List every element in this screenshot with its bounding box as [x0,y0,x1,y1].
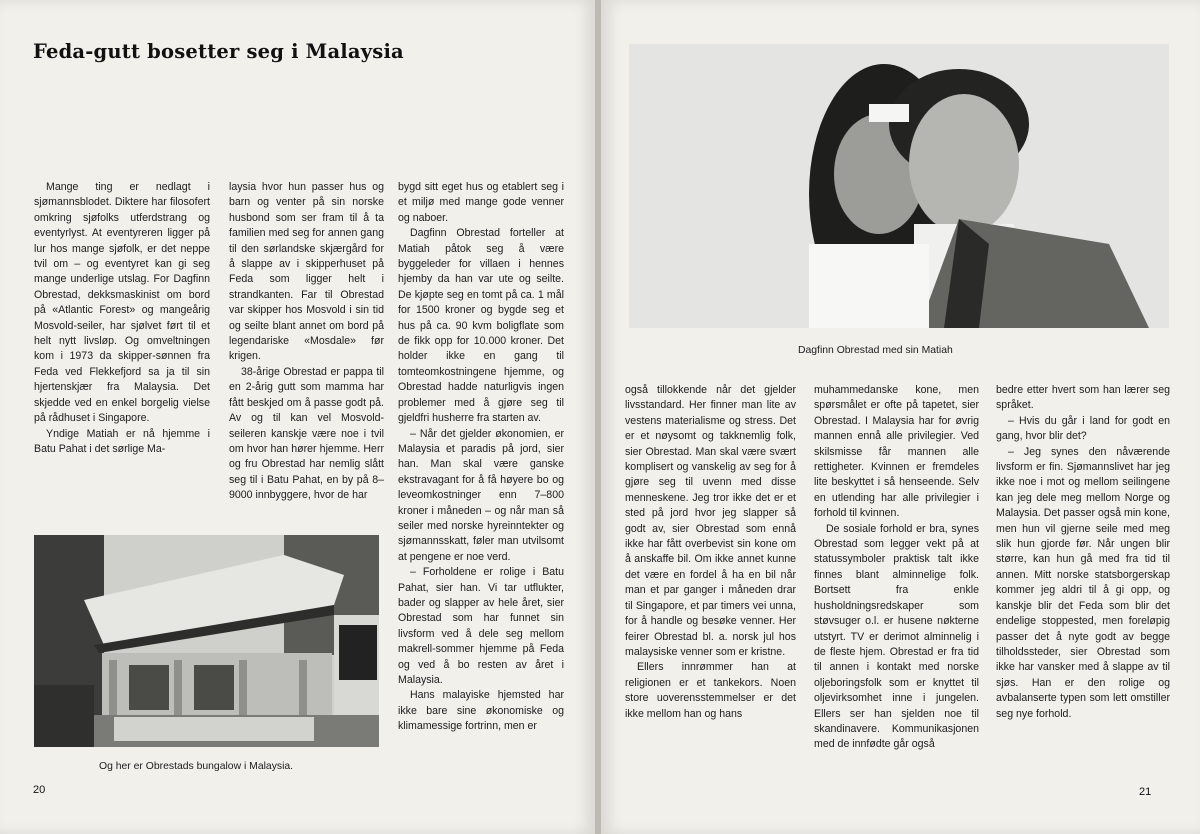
page-number-right: 21 [1139,786,1152,798]
paragraph: Hans malayiske hjemsted har ikke bare sine økonomiske og klimamessige fortrinn, men er [398,689,564,733]
paragraph: laysia hvor hun passer hus og barn og venter på sin norske husbond som ser fram til å ta familien med seg for annen gang til den sørlandske skjærgård for å slappe av i skipperhuset på Feda som ligger helt i strandkanten. Far til Obrestad var skipper hos Mosvold i sin tid og seilte blant annet om bord på legendariske «Mosdale» før krigen. [229,181,384,363]
paragraph: også tillokkende når det gjelder livsstandard. Her finner man lite av vestens materialisme og stress. Det er et nøysomt og takknemlig folk, sier Obrestad. Man skal være svært komplisert og vanskelig av seg for å gjøre seg til uvenn med disse menneskene. Jeg tror ikke det er et sted på jord hvor jeg slapper så godt av, sier Obrestad som ennå ikke har fått overbevist sin kone om å anskaffe bil. Om ikke annet kunne det være en fordel å ha en bil når man et par ganger i måneden drar til Singapore, et par timers vei unna, for å handle og besøke venner. Her feirer Obrestad bl. a. norsk jul hos malaysiske venner som er kristne. [625,384,796,658]
paragraph: Ellers innrømmer han at religionen er et tankekors. Noen store uoverensstemmelser er det ikke mellom han og hans [625,661,796,720]
paragraph: Mange ting er nedlagt i sjømannsblodet. Diktere har filosofert omkring sjøfolks utferdstrang og eventyrlyst. At eventyreren ligger på lur hos mange sjøfolk, er det neppe tvil om – og eventyret kan gi seg mange underlige utslag. For Dagfinn Obrestad, dekksmaskinist om bord på «Atlantic Forest» og mangeårig Mosvold-seiler, har sjølvet ført til et helt nytt livsløp. Og omveltningen kom i 1973 da skipper-sønnen fra Feda ved Flekkefjord sa ja til sin hjertenskjær fra Malaysia. Det skjedde ved en enkel borgelig vielse på rådhuset i Singapore. [34,181,210,425]
paragraph: Dagfinn Obrestad forteller at Matiah påtok seg å være byggeleder for villaen i hennes hjemby da han var ute og seilte. De kjøpte seg en tomt på ca. 1 mål for 1500 kroner og bygde seg et hus på ca. 90 kvm boligflate som de fikk opp for 10.000 kroner. Det holder ikke en gang til tomteomkostningene hjemme, og Obrestad hadde naturligvis ingen problemer med å gjøre seg til gjeldfri husherre fra starten av. [398,227,564,425]
article-column-4 [625,383,796,722]
paragraph: – Jeg synes den nåværende livsform er fin. Sjømannslivet har jeg ikke noe i mot og mellom seilingene kan jeg dele meg mellom Norge og Malaysia. Det passer også min kone, men hun vil gjerne seile med meg slik hun gjorde før. Når ungen blir større, kan hun gå med fra tid til annen. Mitt norske statsborgerskap kommer jeg aldri til å gi opp, og kanskje blir det Feda som blir det endelige stoppested, men foreløpig passer det å nyte godt av begge tilholdssteder, sier Obrestad som ikke har vansker med å slappe av til sjøs. Han er den rolige og avbalanserte typen som lett omstiller seg nye forhold. [996,445,1170,720]
paragraph: – Når det gjelder økonomien, er Malaysia et paradis på jord, sier han. Man skal være ganske ekstravagant for å få høyere bo og leveomkostninger enn 7–800 kroner i måneden – og når man så seiler med norske hyreinntekter og sjømannsskatt, føler man utvilsomt at pengene er noe verd. [398,427,564,563]
page-number-left: 20 [33,784,46,796]
bungalow-photo-caption: Og her er Obrestads bungalow i Malaysia. [99,761,294,772]
left-page [0,0,595,834]
paragraph: muhammedanske kone, men spørsmålet er ofte på tapetet, sier Obrestad. I Malaysia har for øvrig mannen ennå alle privilegier. Ved skilsmisse får mannen alle rettigheter. Kvinnen er fremdeles lite beskyttet i så henseende. Selv en utlending har alle privilegier i forhold til kvinnen. [814,384,979,520]
paragraph: – Forholdene er rolige i Batu Pahat, sier han. Vi tar utflukter, bader og slapper av hele året, sier Obrestad som har funnet sin livsform ved å dele seg mellom makrell-sommer hjemme på Feda og ved å bo resten av året i Malaysia. [398,566,564,686]
couple-photo-caption: Dagfinn Obrestad med sin Matiah [798,345,953,356]
article-column-5 [814,383,979,753]
couple-photo [629,44,1169,328]
paragraph: bedre etter hvert som han lærer seg språket. [996,384,1170,412]
bungalow-photo-image [34,535,379,747]
headline: Feda-gutt bosetter seg i Malaysia [33,40,404,63]
couple-photo-image [629,44,1169,328]
article-column-1 [34,180,210,457]
bungalow-photo [34,535,379,747]
right-page [601,0,1200,834]
paragraph: De sosiale forhold er bra, synes Obrestad som legger vekt på at statussymboler praktisk talt ikke finnes blant alminnelige folk. Bortsett fra enkle husholdningsredskaper som støvsuger o.l. er husene nøkterne utstyrt. TV er derimot alminnelig i de fleste hjem. Obrestad er fra tid til annen i kontakt med norske oljeboringsfolk som er knyttet til oljevirksomhet inne i jungelen. Ellers ser han sjelden noe til skandinavere. Kommunikasjonen med de innfødte går også [814,522,979,751]
paragraph: – Hvis du går i land for godt en gang, hvor blir det? [996,414,1170,443]
article-column-2 [229,180,384,504]
paragraph: bygd sitt eget hus og etablert seg i et miljø med mange gode venner og naboer. [398,181,564,224]
article-column-3 [398,180,564,735]
paragraph: 38-årige Obrestad er pappa til en 2-årig gutt som mamma har fått beskjed om å passe godt på. Av og til kan vel Mosvold-seileren kanskje være noe i tvil om hvor han hører hjemme. Herr og fru Obrestad har nemlig slått seg til i Batu Pahat, en by på 8–9000 innbyggere, hvor de har [229,365,384,502]
article-column-6 [996,383,1170,722]
paragraph: Yndige Matiah er nå hjemme i Batu Pahat i det sørlige Ma- [34,427,210,455]
